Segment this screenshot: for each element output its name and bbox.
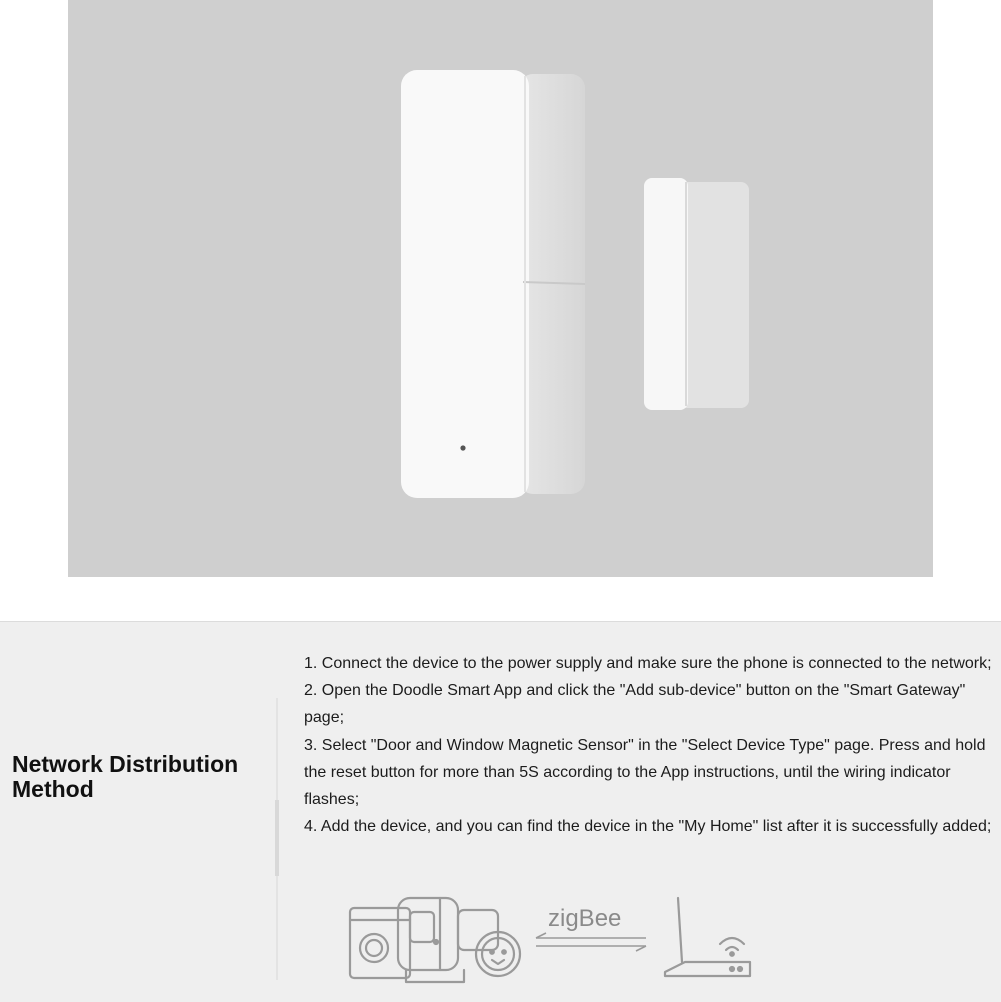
door-sensor-magnet — [644, 178, 751, 410]
step-2: 2. Open the Doodle Smart App and click the "Add sub-device" button on the "Smart Gateway" page; — [304, 682, 966, 727]
wifi-router-icon — [665, 898, 750, 976]
divider-accent — [275, 800, 279, 876]
pairing-illustration — [340, 890, 760, 985]
section-heading: Network Distribution Method — [12, 751, 239, 802]
step-4: 4. Add the device, and you can find the device in the "My Home" list after it is successfully added; — [304, 818, 992, 836]
product-photo — [68, 0, 933, 577]
zigbee-arrows — [536, 933, 646, 951]
steps-list — [304, 650, 994, 840]
door-sensor-main-unit — [401, 70, 587, 498]
smart-devices-icon — [350, 898, 520, 982]
step-1: 1. Connect the device to the power supply and make sure the phone is connected to the network; — [304, 655, 992, 672]
step-3: 3. Select "Door and Window Magnetic Sensor" in the "Select Device Type" page. Press and hold the reset button for more than 5S according to the App instructions, until the wiring indicator flashes; — [304, 736, 986, 809]
indicator-led — [460, 445, 465, 450]
zigbee-label: zigBee — [548, 905, 622, 932]
